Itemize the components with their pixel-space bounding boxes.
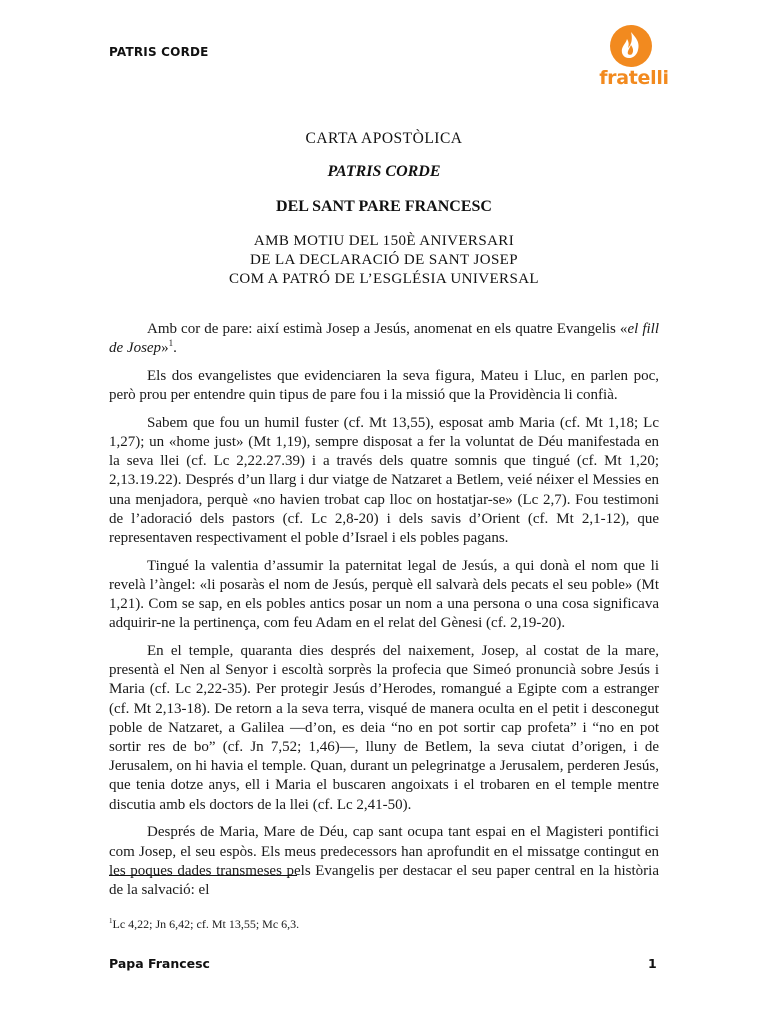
paragraph: Els dos evangelistes que evidenciaren la seva figura, Mateu i Lluc, en parlen poc, però prou per entendre quin tipus de pare fou i la missió que la Providència li confià. (109, 367, 659, 404)
document-type-heading: CARTA APOSTÒLICA (305, 130, 463, 147)
author-heading: DEL SANT PARE FRANCESC (276, 198, 492, 215)
body-text (109, 320, 659, 909)
footnote-separator (109, 875, 297, 876)
occasion-line: DE LA DECLARACIÓ DE SANT JOSEP (250, 252, 518, 268)
footnote-number: 1 (109, 917, 113, 925)
paragraph: Tingué la valentia d’assumir la paternitat legal de Jesús, a qui donà el nom que li revelà l’àngel: «li posaràs el nom de Jesús, perquè ell salvarà dels pecats el seu poble» (Mt 1,21). Com se sap, en els pobles antics posar un nom a una persona o una cosa significava adquirir-ne la pertinença, com feu Adam en el relat del Gènesi (cf. 2,19-20). (109, 557, 659, 632)
occasion-line: AMB MOTIU DEL 150È ANIVERSARI (253, 233, 515, 249)
fratelli-logo (599, 25, 669, 93)
quoted-title: el fill de Josep (109, 321, 659, 357)
footer-author: Papa Francesc (109, 956, 210, 971)
footnote-reference: 1 (168, 338, 174, 349)
paragraph: Sabem que fou un humil fuster (cf. Mt 13,55), esposat amb Maria (cf. Mt 1,18; Lc 1,27); un «home just» (Mt 1,19), sempre disposat a fer la voluntat de Déu manifestada en la seva llei (cf. Lc 2,22.27.39) i a través dels quatre somnis que tingué (cf. Mt 1,20; 2,13.19.22). Després d’un llarg i dur viatge de Natzaret a Betlem, veié néixer el Messies en una menjadora, perquè «no havien trobat cap lloc on hostatjar-se» (Lc 2,7). Fou testimoni de l’adoració dels pastors (cf. Lc 2,8-20) i dels savis d’Orient (cf. Mt 2,1-12), que representaven respectivament el poble d’Israel i els pobles pagans. (109, 414, 659, 547)
document-title: PATRIS CORDE (327, 163, 441, 180)
logo-wordmark: fratelli (599, 67, 669, 89)
paragraph (109, 320, 659, 358)
footnote (109, 917, 299, 932)
footnote-text: Lc 4,22; Jn 6,42; cf. Mt 13,55; Mc 6,3. (112, 917, 300, 931)
occasion-heading (109, 232, 659, 289)
paragraph-text: Amb cor de pare: així estimà Josep a Jesús, anomenat en els quatre Evangelis « (147, 321, 628, 337)
paragraph-text: . (173, 340, 177, 357)
paragraph-text: » (161, 340, 169, 357)
paragraph: En el temple, quaranta dies després del naixement, Josep, al costat de la mare, presentà el Nen al Senyor i escoltà sorprès la profecia que Simeó pronuncià sobre Jesús i Maria (cf. Lc 2,22-35). Per protegir Jesús d’Herodes, romangué a Egipte com a estranger (cf. Mt 2,13-18). De retorn a la seva terra, visqué de manera oculta en el petit i desconegut poble de Natzaret, a Galilea —d’on, es deia “no en pot sortir cap profeta” i “no en pot sortir res de bo” (cf. Jn 7,52; 1,46)—, lluny de Betlem, la seva ciutat d’origen, i de Jerusalem, on hi havia el temple. Quan, durant un pelegrinatge a Jerusalem, perderen Jesús, que tenia dotze anys, ell i Maria el buscaren angoixats i el trobaren en el temple mentre discutia amb els doctors de la llei (cf. Lc 2,41-50). (109, 643, 659, 813)
flame-icon (610, 25, 652, 67)
occasion-line: COM A PATRÓ DE L’ESGLÉSIA UNIVERSAL (228, 271, 539, 287)
paragraph: Després de Maria, Mare de Déu, cap sant ocupa tant espai en el Magisteri pontifici com Josep, el seu espòs. Els meus predecessors han aprofundit en el missatge contingut en les poques dades transmeses pels Evangelis per destacar el seu paper central en la història de la salvació: el (109, 824, 659, 898)
page-header-title: PATRIS CORDE (109, 45, 209, 59)
page-number: 1 (648, 956, 657, 971)
